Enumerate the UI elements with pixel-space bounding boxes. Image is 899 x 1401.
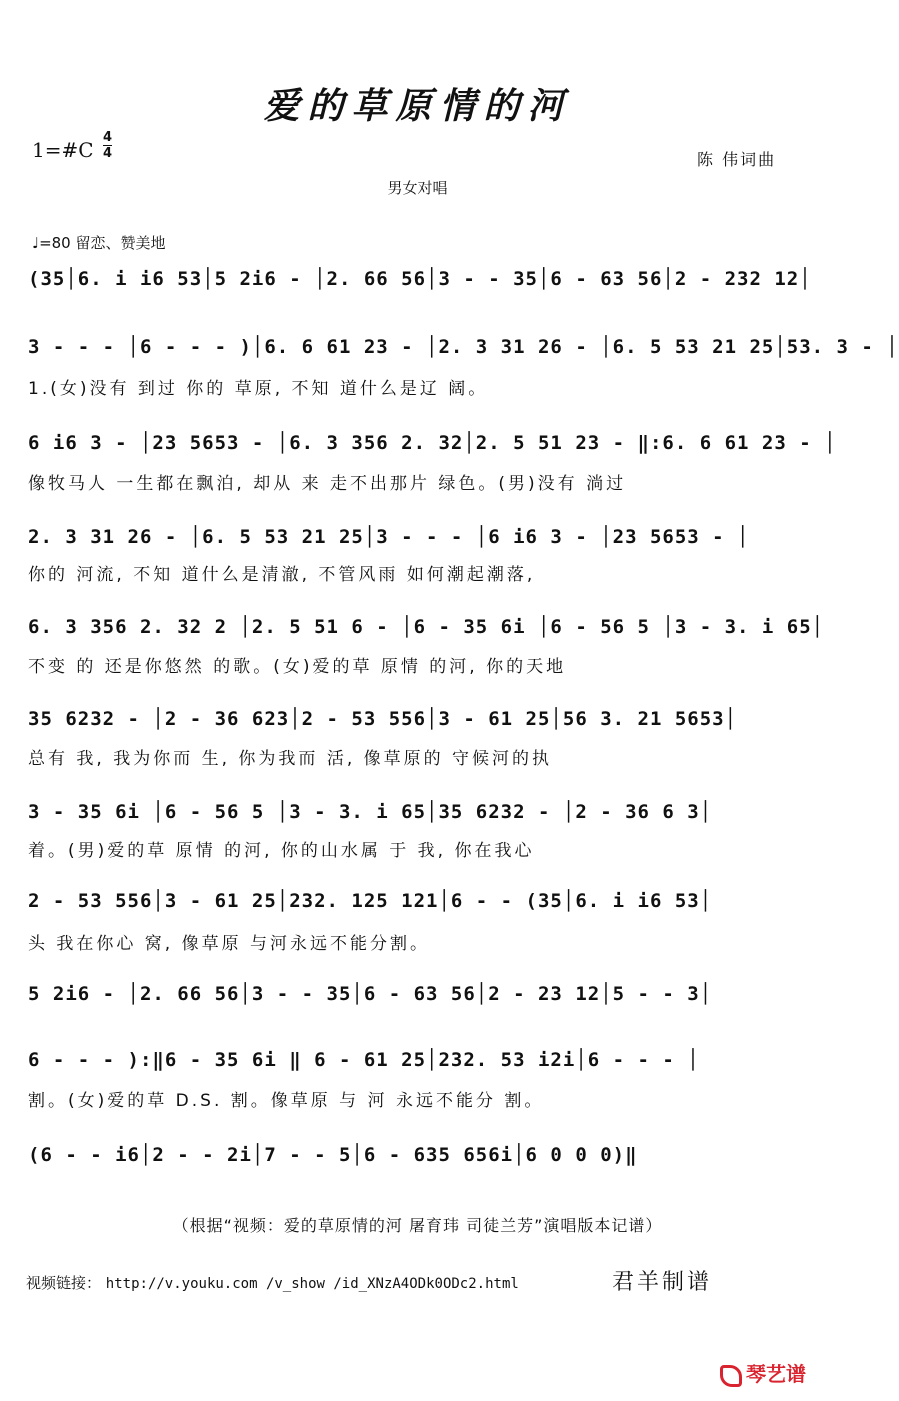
score-line-5 [28, 608, 825, 646]
time-signature [103, 130, 112, 161]
notes: 5 2i6 - │2. 66 56│3 - - 35│6 - 63 56│2 - 23 12│5 - - 3│ [28, 983, 713, 1005]
lyric-line-3: 像牧马人 一生都在飘泊, 却从 来 走不出那片 绿色。(男)没有 淌过 [28, 474, 627, 494]
notes: 2 - 53 556│3 - 61 25│232. 125 121│6 - - (35│6. i i6 53│ [28, 890, 713, 912]
lyric-line-8: 头 我在你心 窝, 像草原 与河永远不能分割。 [28, 934, 431, 954]
time-numerator: 4 [103, 130, 113, 145]
site-logo[interactable] [720, 1358, 806, 1387]
score-line-2 [28, 328, 899, 366]
time-denominator: 4 [103, 146, 113, 161]
logo-icon [720, 1365, 742, 1387]
transcriber-signature: 君羊制谱 [612, 1270, 713, 1295]
notes: 35 6232 - │2 - 36 623│2 - 53 556│3 - 61 25│56 3. 21 5653│ [28, 708, 738, 730]
video-url[interactable]: http://v.youku.com /v_show /id_XNzA4ODk0ODc2.html [105, 1276, 519, 1292]
notes: 6 i6 3 - │23 5653 - │6. 3 356 2. 32│2. 5 51 23 - ‖:6. 6 61 23 - │ [28, 432, 837, 454]
tempo-marking: ♩=80 留恋、赞美地 [32, 234, 166, 252]
composer-credit: 陈 伟词曲 [697, 150, 777, 169]
notes: (6 - - i6│2 - - 2i│7 - - 5│6 - 635 656i│6 0 0 0)‖ [28, 1144, 638, 1166]
source-note: （根据“视频：爱的草原情的河 屠育玮 司徒兰芳”演唱版本记谱） [172, 1216, 663, 1235]
key-signature: 1=#C [32, 138, 94, 162]
lyric-line-2: 1.(女)没有 到过 你的 草原, 不知 道什么是辽 阔。 [28, 379, 489, 399]
notes: (35│6. i i6 53│5 2i6 - │2. 66 56│3 - - 35│6 - 63 56│2 - 232 12│ [28, 268, 812, 290]
score-line-9 [28, 975, 808, 1013]
score-line-4 [28, 518, 808, 556]
lyric-line-6: 总有 我, 我为你而 生, 你为我而 活, 像草原的 守候河的执 [28, 749, 553, 769]
score-line-11 [28, 1136, 808, 1174]
logo-text: 琴艺谱 [746, 1362, 806, 1386]
notes: 3 - - - │6 - - - )│6. 6 61 23 - │2. 3 31 26 - │6. 5 53 21 25│53. 3 - │ [28, 336, 899, 358]
notes: 6. 3 356 2. 32 2 │2. 5 51 6 - │6 - 35 6i │6 - 56 5 │3 - 3. i 65│ [28, 616, 825, 638]
notes: 6 - - - ):‖6 - 35 6i ‖ 6 - 61 25│232. 53 i2i│6 - - - │ [28, 1049, 700, 1071]
page-title: 爱的草原情的河 [263, 85, 572, 127]
lyric-line-10: 割。(女)爱的草 D.S. 割。像草原 与 河 永远不能分 割。 [28, 1091, 545, 1111]
score-line-3 [28, 424, 837, 462]
notes: 3 - 35 6i │6 - 56 5 │3 - 3. i 65│35 6232 - │2 - 36 6 3│ [28, 801, 713, 823]
video-link [26, 1272, 519, 1293]
notes: 2. 3 31 26 - │6. 5 53 21 25│3 - - - │6 i6 3 - │23 5653 - │ [28, 526, 750, 548]
lyric-line-4: 你的 河流, 不知 道什么是清澈, 不管风雨 如何潮起潮落, [28, 565, 536, 585]
score-line-6 [28, 700, 808, 738]
score-line-1 [28, 260, 812, 298]
score-line-7 [28, 793, 808, 831]
subtitle: 男女对唱 [387, 179, 448, 197]
lyric-line-7: 着。(男)爱的草 原情 的河, 你的山水属 于 我, 你在我心 [28, 841, 535, 861]
video-label: 视频链接： [26, 1274, 102, 1292]
score-line-8 [28, 882, 808, 920]
lyric-line-5: 不变 的 还是你悠然 的歌。(女)爱的草 原情 的河, 你的天地 [28, 657, 567, 677]
score-line-10 [28, 1041, 808, 1079]
